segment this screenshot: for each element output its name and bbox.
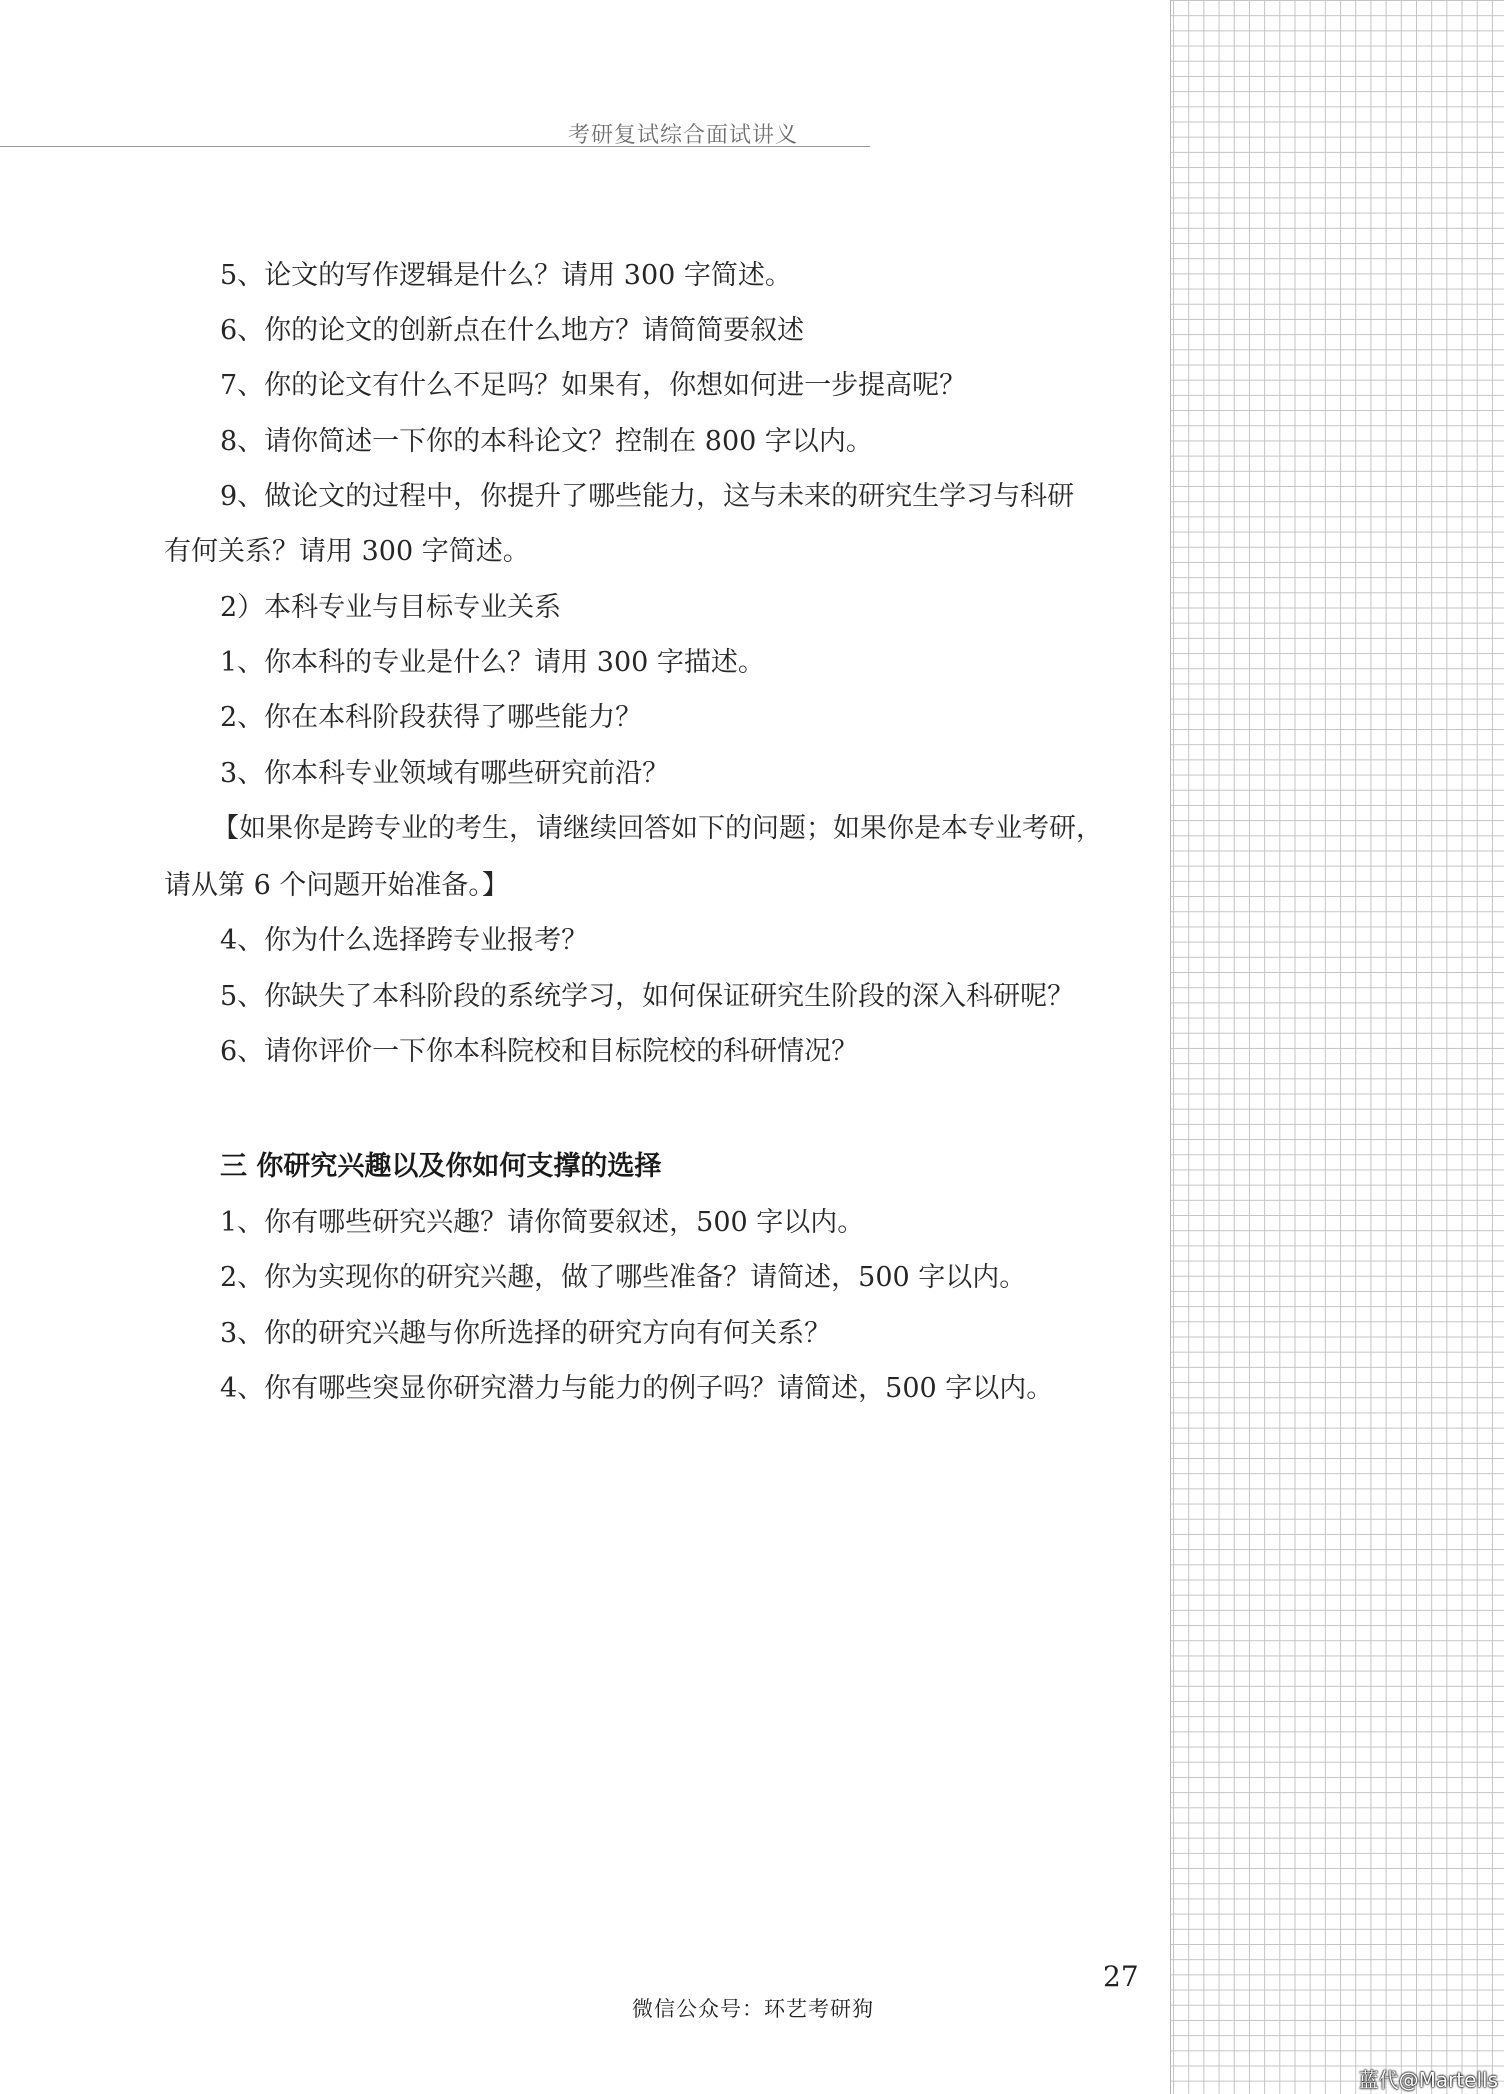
- question-line: 7、你的论文有什么不足吗？如果有，你想如何进一步提高呢？: [220, 370, 967, 401]
- page-number: 27: [1103, 1960, 1139, 1993]
- question-line: 3、你的研究兴趣与你所选择的研究方向有何关系？: [220, 1318, 832, 1349]
- footer-text: 微信公众号：环艺考研狗: [632, 1997, 874, 2021]
- question-line: 5、论文的写作逻辑是什么？请用 300 字简述。: [220, 260, 792, 291]
- question-line: 1、你有哪些研究兴趣？请你简要叙述，500 字以内。: [220, 1207, 865, 1238]
- question-line: 8、请你简述一下你的本科论文？控制在 800 字以内。: [220, 426, 873, 457]
- grid-note-panel: [1170, 0, 1504, 2094]
- subsection-title: 2）本科专业与目标专业关系: [220, 592, 562, 623]
- question-line: 9、做论文的过程中，你提升了哪些能力，这与未来的研究生学习与科研: [220, 481, 1075, 512]
- question-line: 6、你的论文的创新点在什么地方？请简简要叙述: [220, 315, 805, 346]
- note-line: 【如果你是跨专业的考生，请继续回答如下的问题；如果你是本专业考研，: [212, 813, 1103, 844]
- note-line-continuation: 请从第 6 个问题开始准备。】: [164, 870, 509, 901]
- question-line: 1、你本科的专业是什么？请用 300 字描述。: [220, 647, 765, 678]
- question-line: 2、你在本科阶段获得了哪些能力？: [220, 702, 643, 733]
- question-line: 4、你为什么选择跨专业报考？: [220, 925, 589, 956]
- question-line-continuation: 有何关系？请用 300 字简述。: [164, 536, 530, 567]
- section-heading: 三 你研究兴趣以及你如何支撑的选择: [220, 1151, 662, 1182]
- watermark: 蓝代@Martells: [1358, 2068, 1498, 2092]
- question-line: 5、你缺失了本科阶段的系统学习，如何保证研究生阶段的深入科研呢？: [220, 981, 1075, 1012]
- question-line: 6、请你评价一下你本科院校和目标院校的科研情况？: [220, 1036, 859, 1067]
- running-header-title: 考研复试综合面试讲义: [567, 123, 798, 148]
- question-line: 4、你有哪些突显你研究潜力与能力的例子吗？请简述，500 字以内。: [220, 1373, 1054, 1404]
- question-line: 2、你为实现你的研究兴趣，做了哪些准备？请简述，500 字以内。: [220, 1262, 1027, 1293]
- question-line: 3、你本科专业领域有哪些研究前沿？: [220, 758, 670, 789]
